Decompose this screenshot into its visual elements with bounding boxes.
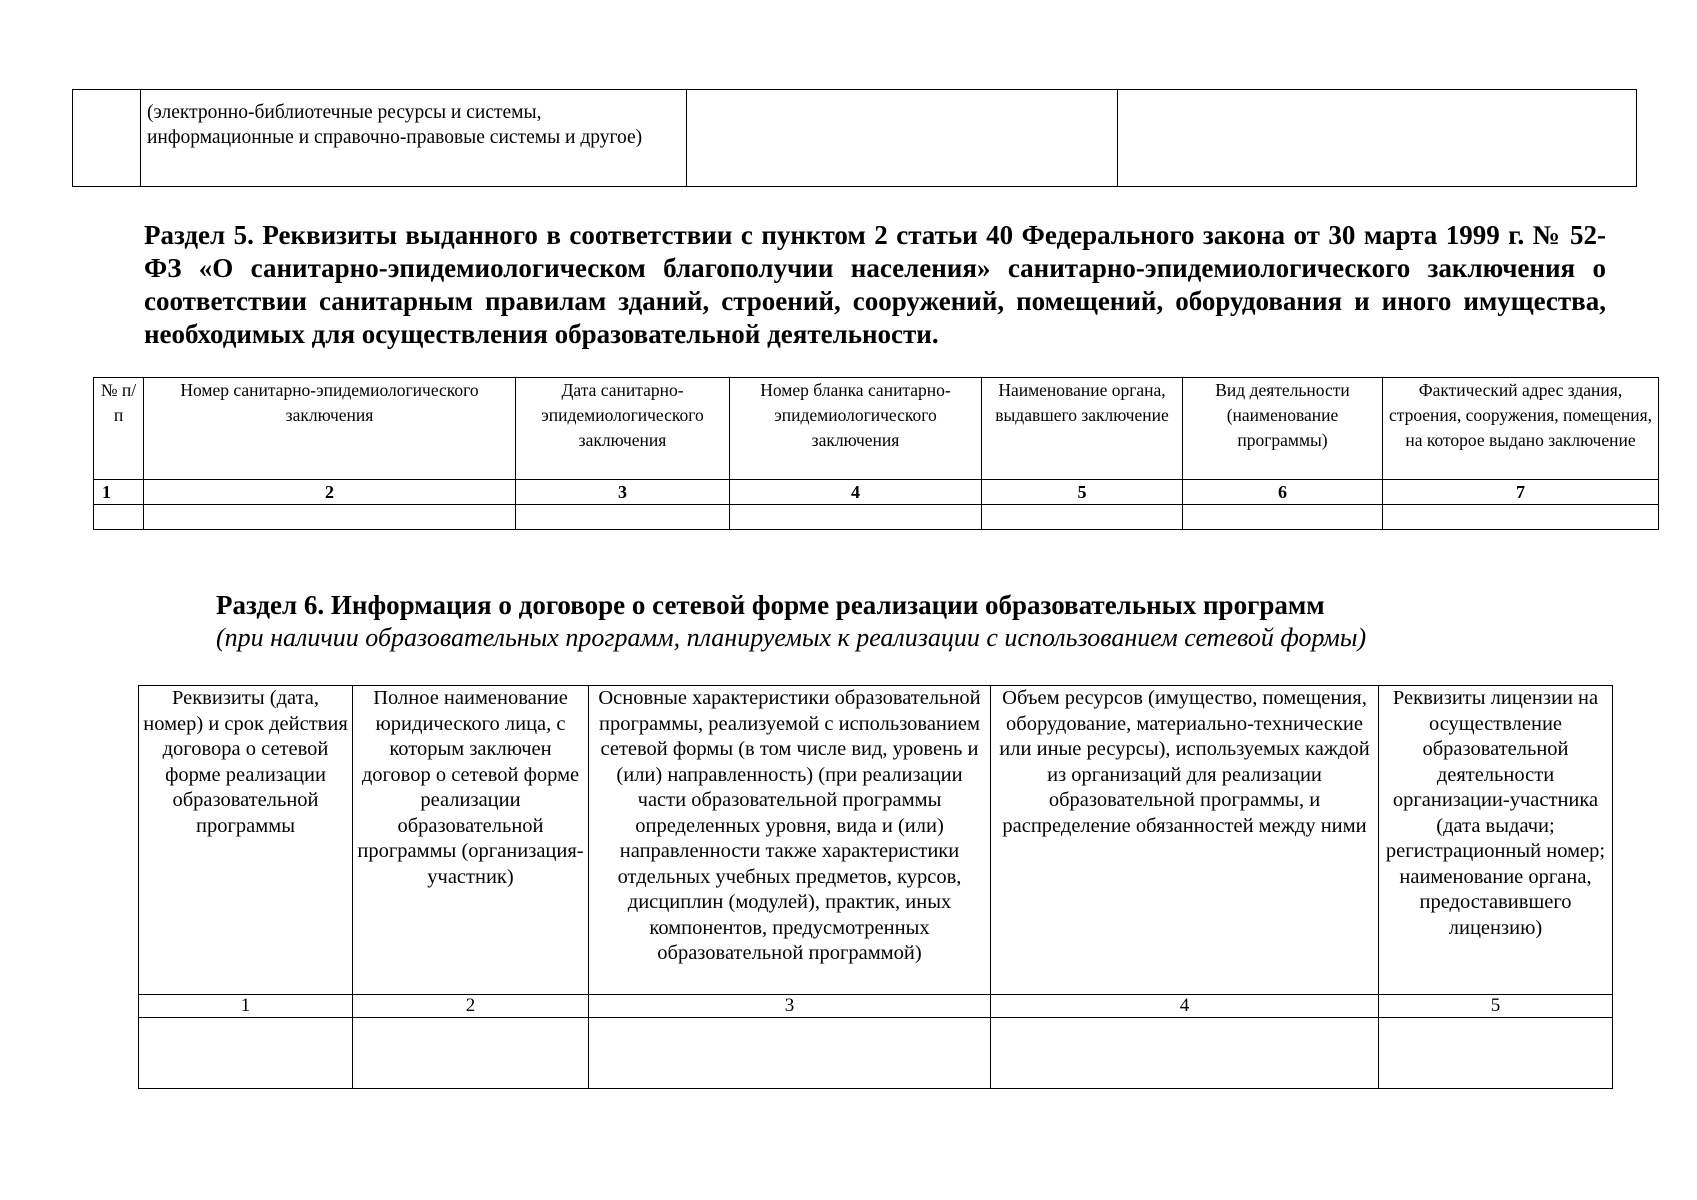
column-header-conclusion-number: Номер санитарно-эпидемиологического заключения bbox=[144, 378, 516, 480]
table-header-row bbox=[94, 378, 1659, 480]
section-6-subtitle: (при наличии образовательных программ, планируемых к реализации с использованием сетевой формы) bbox=[216, 623, 1367, 652]
table-row bbox=[73, 90, 1637, 187]
column-number: 5 bbox=[1379, 995, 1613, 1018]
section-6-heading: Раздел 6. Информация о договоре о сетевой форме реализации образовательных программ bbox=[216, 590, 1325, 620]
column-numbers-row bbox=[139, 995, 1613, 1018]
table-cell bbox=[1118, 90, 1637, 187]
column-header-actual-address: Фактический адрес здания, строения, сооружения, помещения, на которое выдано заключение bbox=[1383, 378, 1659, 480]
empty-cell bbox=[982, 505, 1183, 530]
table-cell bbox=[687, 90, 1118, 187]
empty-cell bbox=[1183, 505, 1383, 530]
column-number: 1 bbox=[94, 480, 144, 505]
empty-cell bbox=[94, 505, 144, 530]
empty-cell bbox=[516, 505, 730, 530]
column-header-program-characteristics: Основные характеристики образовательной программы, реализуемой с использованием сетевой формы (в том числе вид, уровень и (или) направленность) (при реализации части образовательной программы определенных уровня, вида и (или) направленности также характеристики отдельных учебных предметов, курсов, дисциплин (модулей), практик, иных компонентов, предусмотренных образовательной программой) bbox=[589, 686, 991, 995]
column-number: 4 bbox=[991, 995, 1379, 1018]
empty-cell bbox=[589, 1018, 991, 1089]
column-number: 5 bbox=[982, 480, 1183, 505]
column-header-legal-entity: Полное наименование юридического лица, с которым заключен договор о сетевой форме реализации образовательной программы (организация-участник) bbox=[353, 686, 589, 995]
empty-cell bbox=[139, 1018, 353, 1089]
empty-cell bbox=[1383, 505, 1659, 530]
column-header-conclusion-date: Дата санитарно-эпидемиологического заключения bbox=[516, 378, 730, 480]
empty-cell bbox=[144, 505, 516, 530]
column-number: 6 bbox=[1183, 480, 1383, 505]
empty-cell bbox=[353, 1018, 589, 1089]
column-number: 3 bbox=[589, 995, 991, 1018]
column-header-resources: Объем ресурсов (имущество, помещения, оборудование, материально-технические или иные ресурсы), используемых каждой из организаций для реализации образовательной программы, и распределение обязанностей между ними bbox=[991, 686, 1379, 995]
column-header-issuing-authority: Наименование органа, выдавшего заключение bbox=[982, 378, 1183, 480]
column-header-activity-type: Вид деятельности (наименование программы) bbox=[1183, 378, 1383, 480]
table-header-row bbox=[139, 686, 1613, 995]
table-row bbox=[139, 1018, 1613, 1089]
column-number: 7 bbox=[1383, 480, 1659, 505]
sanitary-conclusion-table bbox=[93, 377, 1659, 530]
column-numbers-row bbox=[94, 480, 1659, 505]
empty-cell bbox=[991, 1018, 1379, 1089]
network-agreement-table bbox=[138, 685, 1613, 1089]
resources-description-cell: (электронно-библиотечные ресурсы и системы, информационные и справочно-правовые системы и другое) bbox=[141, 90, 687, 187]
resources-table-continuation bbox=[72, 89, 1637, 187]
table-cell bbox=[73, 90, 141, 187]
column-header-form-number: Номер бланка санитарно-эпидемиологического заключения bbox=[730, 378, 982, 480]
column-number: 2 bbox=[353, 995, 589, 1018]
column-number: 2 bbox=[144, 480, 516, 505]
column-header-number: № п/п bbox=[94, 378, 144, 480]
column-number: 1 bbox=[139, 995, 353, 1018]
empty-cell bbox=[730, 505, 982, 530]
empty-cell bbox=[1379, 1018, 1613, 1089]
column-header-agreement-details: Реквизиты (дата, номер) и срок действия договора о сетевой форме реализации образовательной программы bbox=[139, 686, 353, 995]
column-number: 4 bbox=[730, 480, 982, 505]
column-header-license-details: Реквизиты лицензии на осуществление образовательной деятельности организации-участника (дата выдачи; регистрационный номер; наименование органа, предоставившего лицензию) bbox=[1379, 686, 1613, 995]
column-number: 3 bbox=[516, 480, 730, 505]
table-row bbox=[94, 505, 1659, 530]
section-5-heading: Раздел 5. Реквизиты выданного в соответствии с пунктом 2 статьи 40 Федерального закона от 30 марта 1999 г. № 52-ФЗ «О санитарно-эпидемиологическом благополучии населения» санитарно-эпидемиологического заключения о соответствии санитарным правилам зданий, строений, сооружений, помещений, оборудования и иного имущества, необходимых для осуществления образовательной деятельности. bbox=[144, 220, 1606, 349]
